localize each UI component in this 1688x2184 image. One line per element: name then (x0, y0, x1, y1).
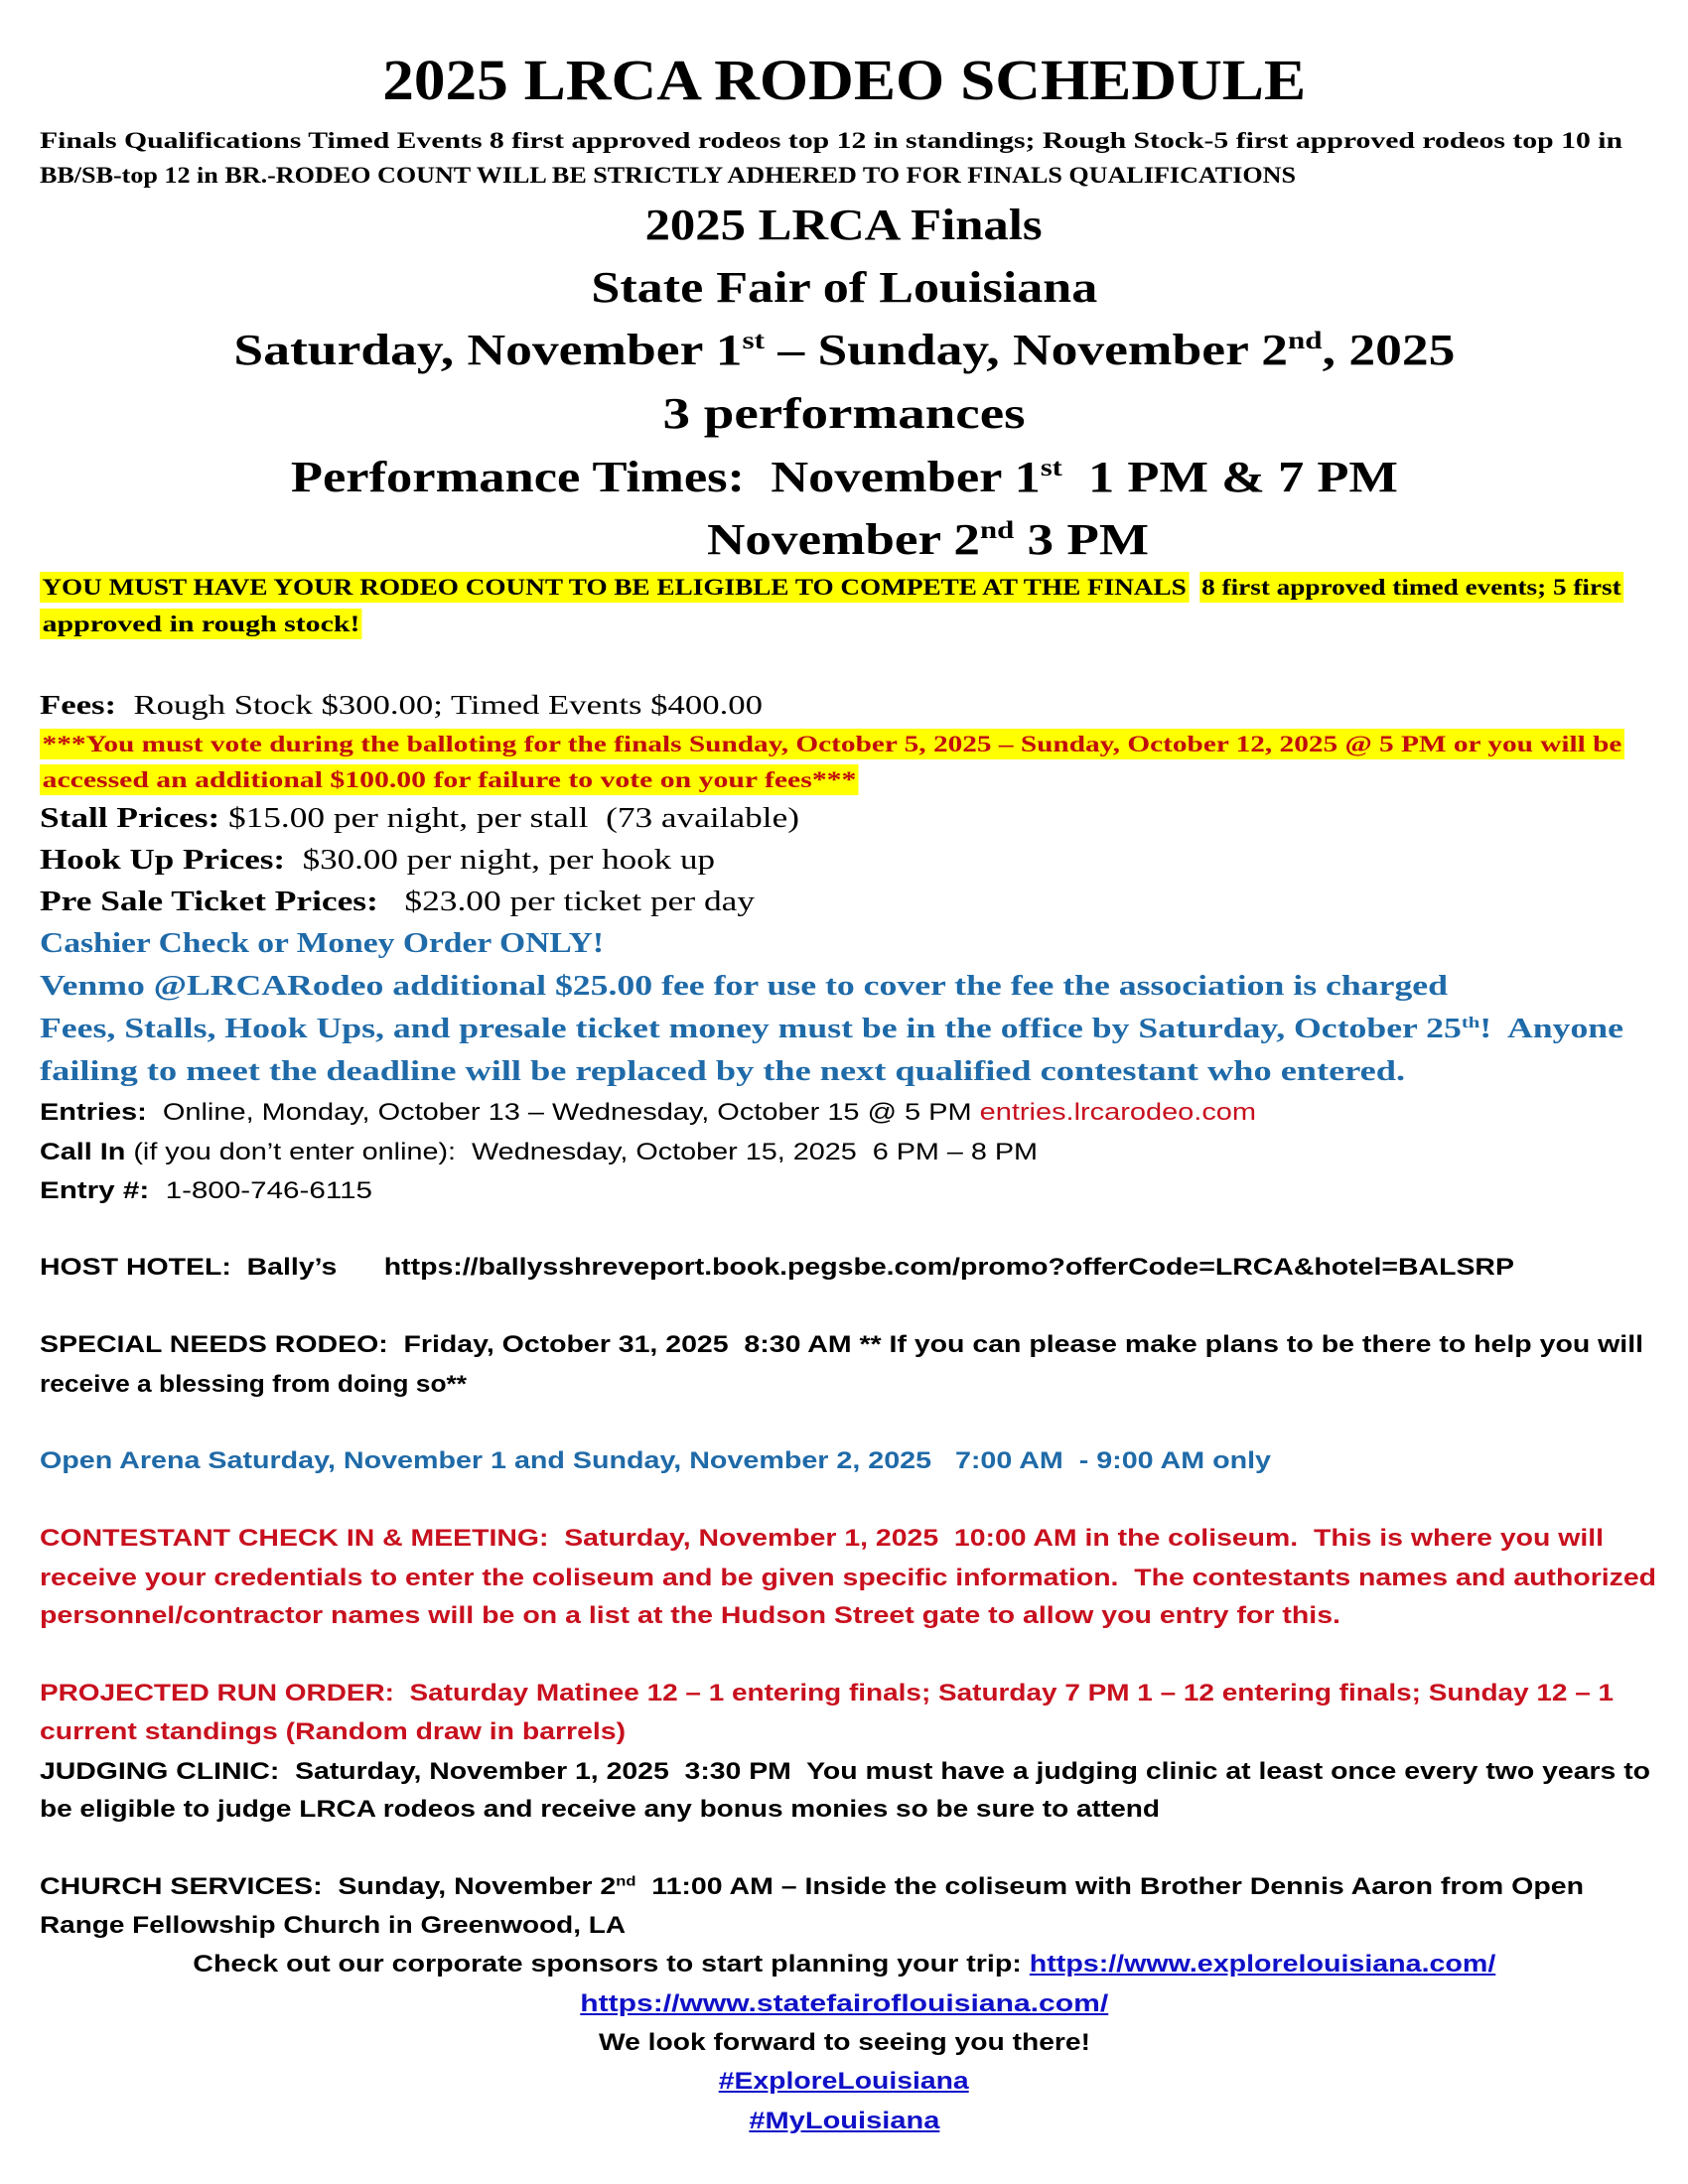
sponsors-label: Check out our corporate sponsors to start planning your trip: (192, 1951, 1030, 1978)
eligibility-line-2 (40, 612, 360, 636)
eligibility-text (40, 613, 362, 635)
hashtag-explore-louisiana[interactable]: #ExploreLouisiana (719, 2068, 969, 2095)
check-in-text: receive your credentials to enter the coliseum and be given specific information. The contestants names and authorized (40, 1565, 1657, 1591)
judging-clinic-text: JUDGING CLINIC: Saturday, November 1, 2025 3:30 PM You must have a judging clinic at least once every two years to (40, 1758, 1651, 1785)
finals-dates (0, 326, 1688, 374)
host-hotel-line (40, 1254, 1514, 1281)
entry-number-label: Entry #: (40, 1177, 150, 1204)
performance-times (0, 453, 1688, 501)
entry-number-line (40, 1177, 373, 1204)
sponsors-text (193, 1953, 1495, 1977)
deadline-line-2 (40, 1056, 1406, 1087)
special-needs-line-1 (40, 1331, 1644, 1358)
closing-text: We look forward to seeing you there! (598, 2029, 1090, 2056)
qualifications-text: Finals Qualifications Timed Events 8 first approved rodeos top 12 in standings; Rough Stock-5 first approved rodeos top 10 in (40, 128, 1623, 153)
ordinal-suffix: st (1040, 453, 1062, 482)
hookup-prices-value: $30.00 per night, per hook up (285, 845, 715, 876)
call-in-text (40, 1141, 1038, 1164)
vote-warning-text (40, 733, 1624, 755)
deadline-line-1 (40, 1013, 1623, 1044)
run-order-line-1 (40, 1680, 1615, 1706)
fees-value: Rough Stock $300.00; Timed Events $400.00 (116, 690, 763, 720)
entries-line (40, 1099, 1257, 1126)
ordinal-suffix: nd (979, 515, 1015, 545)
finals-venue-text: State Fair of Louisiana (591, 263, 1097, 312)
eligibility-text (40, 576, 1623, 599)
finals-venue (0, 263, 1688, 312)
entries-link[interactable]: entries.lrcarodeo.com (979, 1099, 1257, 1126)
check-in-line-1 (40, 1525, 1605, 1552)
performance-times-day2 (707, 515, 1150, 564)
ordinal-suffix: th (1461, 1013, 1480, 1031)
call-in-label: Call In (40, 1139, 126, 1165)
ordinal-suffix: nd (1287, 326, 1323, 355)
qualifications-line-1 (40, 128, 1623, 153)
vote-warning-text (40, 768, 859, 791)
entries-value: Online, Monday, October 13 – Wednesday, October 15 @ 5 PM (146, 1099, 980, 1126)
qualifications-text: BB/SB-top 12 in BR.-RODEO COUNT WILL BE STRICTLY ADHERED TO FOR FINALS QUALIFICATIONS (40, 163, 1297, 188)
page-title (0, 48, 1688, 112)
performance-times-day1-hours: 1 PM & 7 PM (1061, 453, 1398, 501)
fees-line (40, 690, 763, 720)
stall-prices-value: $15.00 per night, per stall (73 available) (219, 803, 799, 834)
performance-times-day2-text (707, 515, 1150, 564)
entries-text (40, 1101, 1256, 1125)
payment-method-text: Cashier Check or Money Order ONLY! (40, 928, 605, 959)
ordinal-suffix: nd (616, 1872, 636, 1889)
judging-clinic-text: be eligible to judge LRCA rodeos and receive any bonus monies so be sure to attend (40, 1796, 1160, 1823)
hashtag-my-line (0, 2110, 1688, 2133)
host-hotel-label: HOST HOTEL: Bally’s (40, 1254, 338, 1281)
sponsors-line (0, 1953, 1688, 1977)
closing-line (0, 2031, 1688, 2055)
run-order-text: current standings (Random draw in barrels) (40, 1718, 627, 1745)
hashtag-my[interactable] (749, 2110, 939, 2133)
performance-times-day2-date: November 2 (707, 515, 980, 564)
performance-times-text (290, 453, 1398, 501)
ordinal-suffix: st (742, 326, 765, 355)
vote-warning-line-1 (40, 732, 1622, 756)
hashtag-explore-line (0, 2070, 1688, 2094)
stall-prices-label: Stall Prices: (40, 803, 220, 834)
finals-performances (0, 389, 1688, 438)
entry-phone-number: 1-800-746-6115 (149, 1177, 373, 1204)
qualifications-line-2 (40, 163, 1297, 188)
special-needs-line-2 (40, 1371, 468, 1398)
date-start: Saturday, November 1 (233, 326, 743, 374)
hashtag-my-louisiana[interactable]: #MyLouisiana (748, 2108, 940, 2134)
church-services-text (40, 1872, 1585, 1900)
state-fair-link-line (0, 1992, 1688, 2016)
eligibility-requirement-cont: approved in rough stock! (40, 609, 362, 639)
host-hotel-text (40, 1256, 1514, 1280)
church-services-details: 11:00 AM – Inside the coliseum with Brother Dennis Aaron from Open (635, 1873, 1585, 1900)
call-in-value: (if you don’t enter online): Wednesday, October 15, 2025 6 PM – 8 PM (125, 1139, 1039, 1165)
vote-warning: ***You must vote during the balloting for the finals Sunday, October 5, 2025 – Sunday, October 12, 2025 @ 5 PM or you will be (40, 729, 1624, 759)
fees-label: Fees: (40, 690, 117, 720)
judging-clinic-line-2 (40, 1796, 1160, 1823)
fees-text (40, 692, 763, 719)
eligibility-line-1 (40, 575, 1621, 600)
payment-method-line (40, 928, 605, 959)
state-fair-link-text[interactable]: https://www.statefairoflouisiana.com/ (580, 1990, 1108, 2017)
venmo-text: Venmo @LRCARodeo additional $25.00 fee for use to cover the fee the association is charged (40, 971, 1449, 1002)
entries-label: Entries: (40, 1099, 147, 1126)
open-arena-line (40, 1447, 1272, 1474)
church-services-date: CHURCH SERVICES: Sunday, November 2 (40, 1873, 617, 1900)
host-hotel-url[interactable]: https://ballysshreveport.book.pegsbe.com/promo?offerCode=LRCA&hotel=BALSRP (383, 1254, 1514, 1281)
performance-times-day1: Performance Times: November 1 (290, 453, 1041, 501)
hookup-prices-label: Hook Up Prices: (40, 845, 286, 876)
vote-warning-line-2 (40, 767, 857, 792)
deadline-text-cont: failing to meet the deadline will be replaced by the next qualified contestant who entered. (40, 1056, 1406, 1087)
check-in-line-3 (40, 1602, 1340, 1629)
date-end: – Sunday, November 2 (764, 326, 1288, 374)
deadline-date: Fees, Stalls, Hook Ups, and presale ticket money must be in the office by Saturday, October 25 (40, 1014, 1462, 1044)
open-arena-text: Open Arena Saturday, November 1 and Sunday, November 2, 2025 7:00 AM - 9:00 AM only (40, 1447, 1272, 1474)
stall-prices-line (40, 803, 799, 834)
date-year: , 2025 (1322, 326, 1455, 374)
run-order-line-2 (40, 1718, 627, 1745)
presale-prices-text (40, 888, 755, 916)
special-needs-text-cont: receive a blessing from doing so** (40, 1371, 468, 1398)
judging-clinic-line-1 (40, 1758, 1651, 1785)
deadline-cont: ! Anyone (1479, 1014, 1623, 1044)
church-services-line-2 (40, 1912, 627, 1939)
check-in-text: personnel/contractor names will be on a list at the Hudson Street gate to allow you entry for this. (40, 1602, 1340, 1629)
entry-number-text (40, 1179, 372, 1203)
eligibility-warning: YOU MUST HAVE YOUR RODEO COUNT TO BE ELIGIBLE TO COMPETE AT THE FINALS (40, 572, 1189, 603)
performance-times-day2-hours: 3 PM (1014, 515, 1150, 564)
venmo-line (40, 971, 1449, 1002)
deadline-text (40, 1013, 1623, 1044)
presale-prices-line (40, 887, 756, 917)
finals-dates-text (233, 326, 1455, 374)
hookup-prices-text (40, 847, 715, 875)
special-needs-text: SPECIAL NEEDS RODEO: Friday, October 31, 2025 8:30 AM ** If you can please make plans to be there to help you will (40, 1331, 1644, 1358)
check-in-line-2 (40, 1565, 1657, 1591)
finals-heading-text: 2025 LRCA Finals (644, 201, 1043, 249)
vote-warning-cont: accessed an additional $100.00 for failure to vote on your fees*** (40, 764, 859, 795)
finals-performances-text: 3 performances (662, 389, 1026, 438)
run-order-text: PROJECTED RUN ORDER: Saturday Matinee 12 – 1 entering finals; Saturday 7 PM 1 – 12 entering finals; Sunday 12 – 1 (40, 1680, 1615, 1706)
call-in-line (40, 1139, 1039, 1165)
eligibility-requirement: 8 first approved timed events; 5 first (1199, 572, 1623, 603)
page-title-text: 2025 LRCA RODEO SCHEDULE (381, 48, 1306, 112)
presale-prices-label: Pre Sale Ticket Prices: (40, 887, 378, 917)
state-fair-link[interactable] (580, 1992, 1108, 2016)
stall-prices-text (40, 805, 799, 833)
finals-heading (0, 201, 1688, 249)
church-services-line-1 (40, 1872, 1585, 1900)
church-services-text-cont: Range Fellowship Church in Greenwood, LA (40, 1912, 627, 1939)
explore-louisiana-link[interactable]: https://www.explorelouisiana.com/ (1029, 1951, 1495, 1978)
hookup-prices-line (40, 845, 715, 876)
check-in-text: CONTESTANT CHECK IN & MEETING: Saturday, November 1, 2025 10:00 AM in the coliseum. This is where you will (40, 1525, 1605, 1552)
hashtag-explore[interactable] (719, 2070, 969, 2094)
presale-prices-value: $23.00 per ticket per day (377, 887, 756, 917)
